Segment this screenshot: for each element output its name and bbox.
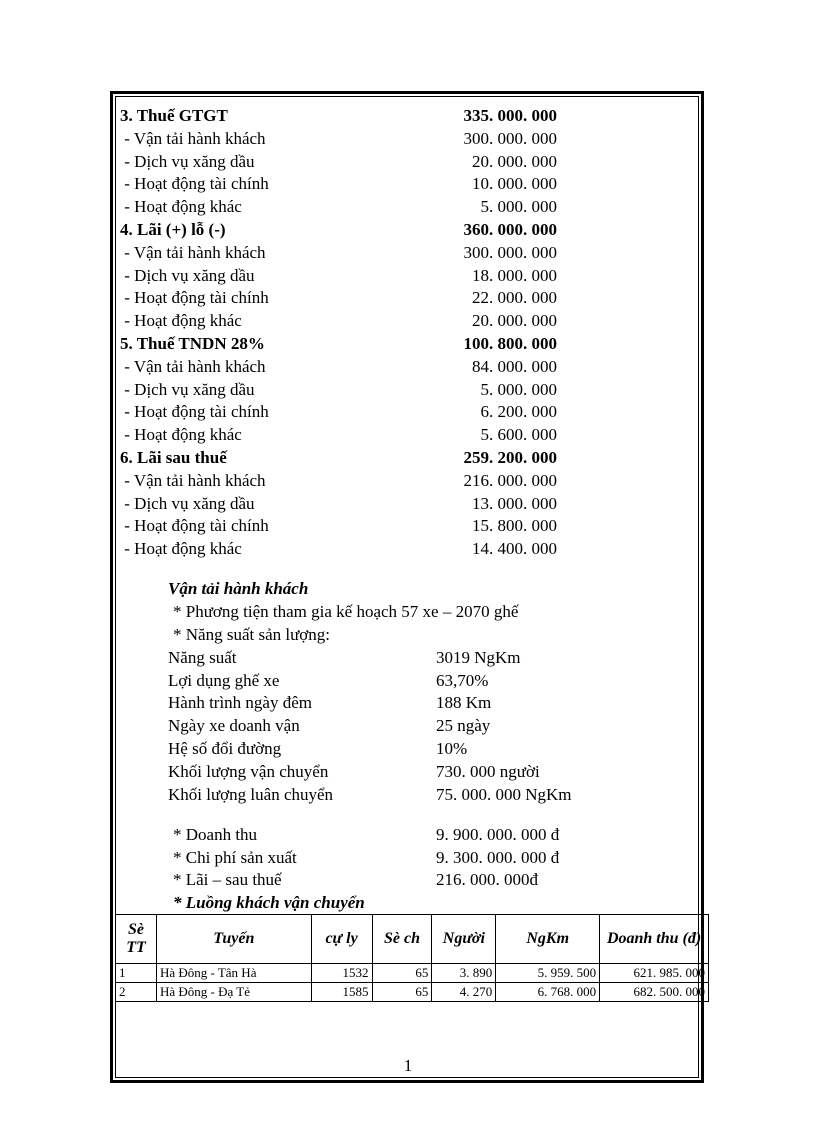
col-header-ngkm: NgKm (496, 915, 600, 964)
table-cell: 65 (372, 983, 432, 1002)
financial-heading: 6. Lãi sau thuế (120, 448, 227, 467)
financial-item-value: 216. 000. 000 (463, 471, 557, 490)
stat-value: 10% (436, 739, 468, 758)
financial-item-label: - Vận tải hành khách (120, 471, 266, 490)
result-value: 216. 000. 000đ (436, 870, 538, 889)
routes-table (115, 914, 709, 1002)
table-cell: 2 (116, 983, 157, 1002)
financial-item-label: - Hoạt động khác (120, 197, 242, 216)
col-header-route: Tuyến (156, 915, 311, 964)
col-header-passengers: Người (432, 915, 496, 964)
result-value: 9. 900. 000. 000 đ (436, 825, 560, 844)
financial-item-value: 300. 000. 000 (463, 243, 557, 262)
financial-heading: 4. Lãi (+) lỗ (-) (120, 220, 226, 239)
financial-item-label: - Hoạt động tài chính (120, 288, 269, 307)
financial-heading-value: 335. 000. 000 (463, 106, 557, 125)
routes-header-row (116, 915, 709, 964)
page-number: 1 (403, 1056, 413, 1075)
financial-item-value: 14. 400. 000 (472, 539, 557, 558)
financial-item-label: - Dịch vụ xăng dầu (120, 266, 255, 285)
financial-item-label: - Hoạt động khác (120, 539, 242, 558)
financial-item-value: 20. 000. 000 (472, 311, 557, 330)
stat-value: 63,70% (436, 671, 489, 690)
stat-value: 75. 000. 000 NgKm (436, 785, 572, 804)
financial-heading-value: 360. 000. 000 (463, 220, 557, 239)
col-header-seats: Sè ch (372, 915, 432, 964)
result-label: * Lãi – sau thuế (173, 870, 282, 889)
stat-label: Năng suất (168, 648, 237, 667)
financial-item-value: 22. 000. 000 (472, 288, 557, 307)
financial-item-label: - Dịch vụ xăng dầu (120, 494, 255, 513)
stat-label: Khối lượng luân chuyển (168, 785, 334, 804)
financial-item-label: - Dịch vụ xăng dầu (120, 152, 255, 171)
financial-item-value: 6. 200. 000 (480, 402, 557, 421)
stat-label: Khối lượng vận chuyển (168, 762, 329, 781)
table-cell: 6. 768. 000 (496, 983, 600, 1002)
financial-item-value: 84. 000. 000 (472, 357, 557, 376)
financial-heading: 3. Thuế GTGT (120, 106, 228, 125)
stat-label: Ngày xe doanh vận (168, 716, 300, 735)
plan-note: * Phương tiện tham gia kế hoạch 57 xe – 2070 ghế (173, 602, 519, 621)
table-cell: Hà Đông - Tân Hà (156, 964, 311, 983)
stat-value: 25 ngày (436, 716, 491, 735)
section-title-passenger-transport: Vận tải hành khách (168, 579, 309, 598)
financial-item-value: 300. 000. 000 (463, 129, 557, 148)
financial-item-label: - Vận tải hành khách (120, 129, 266, 148)
financial-item-value: 10. 000. 000 (472, 174, 557, 193)
table-cell: 621. 985. 000 (600, 964, 709, 983)
financial-item-label: - Hoạt động tài chính (120, 516, 269, 535)
result-value: 9. 300. 000. 000 đ (436, 848, 560, 867)
table-cell: 4. 270 (432, 983, 496, 1002)
financial-item-value: 5. 000. 000 (480, 197, 557, 216)
stat-label: Hành trình ngày đêm (168, 693, 312, 712)
stat-label: Hệ số đổi đường (168, 739, 282, 758)
table-cell: 3. 890 (432, 964, 496, 983)
financial-item-value: 18. 000. 000 (472, 266, 557, 285)
financial-heading-value: 100. 800. 000 (463, 334, 557, 353)
col-header-revenue: Doanh thu (đ) (600, 915, 709, 964)
routes-title: * Luồng khách vận chuyển (173, 893, 365, 912)
stat-value: 3019 NgKm (436, 648, 521, 667)
financial-item-label: - Vận tải hành khách (120, 357, 266, 376)
table-cell: 1532 (311, 964, 372, 983)
financial-item-value: 5. 000. 000 (480, 380, 557, 399)
financial-item-label: - Hoạt động khác (120, 425, 242, 444)
financial-item-label: - Hoạt động tài chính (120, 174, 269, 193)
financial-item-label: - Hoạt động khác (120, 311, 242, 330)
table-cell: 5. 959. 500 (496, 964, 600, 983)
result-label: * Doanh thu (173, 825, 258, 844)
table-cell: Hà Đông - Đạ Tẻ (156, 983, 311, 1002)
col-header-distance: cự ly (311, 915, 372, 964)
financial-item-label: - Hoạt động tài chính (120, 402, 269, 421)
financial-item-label: - Dịch vụ xăng dầu (120, 380, 255, 399)
financial-item-value: 13. 000. 000 (472, 494, 557, 513)
financial-heading-value: 259. 200. 000 (463, 448, 557, 467)
table-cell: 1 (116, 964, 157, 983)
table-row (116, 964, 709, 983)
capacity-note: * Năng suất sản lượng: (173, 625, 331, 644)
stat-value: 730. 000 người (436, 762, 540, 781)
financial-item-value: 15. 800. 000 (472, 516, 557, 535)
financial-heading: 5. Thuế TNDN 28% (120, 334, 265, 353)
table-cell: 682. 500. 000 (600, 983, 709, 1002)
stat-label: Lợi dụng ghế xe (168, 671, 280, 690)
result-label: * Chi phí sản xuất (173, 848, 297, 867)
col-header-stt: Sè TT (116, 915, 157, 964)
table-row (116, 983, 709, 1002)
financial-item-value: 5. 600. 000 (480, 425, 557, 444)
financial-item-label: - Vận tải hành khách (120, 243, 266, 262)
table-cell: 65 (372, 964, 432, 983)
stat-value: 188 Km (436, 693, 492, 712)
table-cell: 1585 (311, 983, 372, 1002)
financial-item-value: 20. 000. 000 (472, 152, 557, 171)
